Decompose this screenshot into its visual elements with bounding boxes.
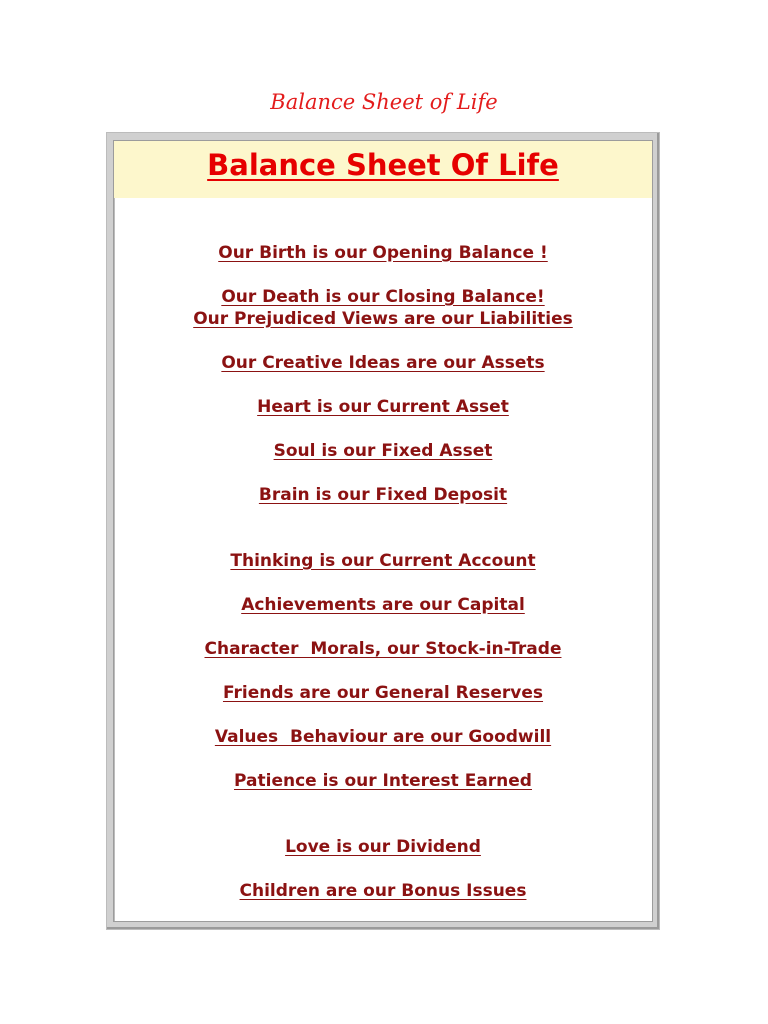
sheet-line-fixed-deposit: Brain is our Fixed Deposit — [258, 485, 508, 505]
sheet-line-interest-earned: Patience is our Interest Earned — [234, 771, 532, 791]
balance-sheet-frame — [106, 132, 660, 930]
sheet-line-general-reserves: Friends are our General Reserves — [222, 683, 544, 703]
balance-sheet-box — [113, 140, 653, 922]
title-band — [114, 141, 652, 198]
sheet-line-fixed-asset: Soul is our Fixed Asset — [273, 441, 493, 461]
sheet-line-dividend: Love is our Dividend — [285, 837, 481, 857]
sheet-line-current-asset: Heart is our Current Asset — [257, 397, 509, 417]
sheet-line-closing-balance: Our Death is our Closing Balance! — [221, 287, 545, 307]
sheet-line-current-account: Thinking is our Current Account — [230, 551, 536, 571]
sheet-line-liabilities: Our Prejudiced Views are our Liabilities — [193, 309, 573, 329]
sheet-line-stock-in-trade: Character Morals, our Stock-in-Trade — [204, 639, 562, 659]
box-title: Balance Sheet Of Life — [207, 148, 559, 182]
sheet-line-bonus-issues: Children are our Bonus Issues — [239, 881, 527, 901]
sheet-line-capital: Achievements are our Capital — [241, 595, 525, 615]
page-heading: Balance Sheet of Life — [270, 90, 498, 114]
sheet-line-opening-balance: Our Birth is our Opening Balance ! — [218, 243, 548, 263]
sheet-line-assets: Our Creative Ideas are our Assets — [221, 353, 545, 373]
sheet-line-goodwill: Values Behaviour are our Goodwill — [214, 727, 552, 747]
